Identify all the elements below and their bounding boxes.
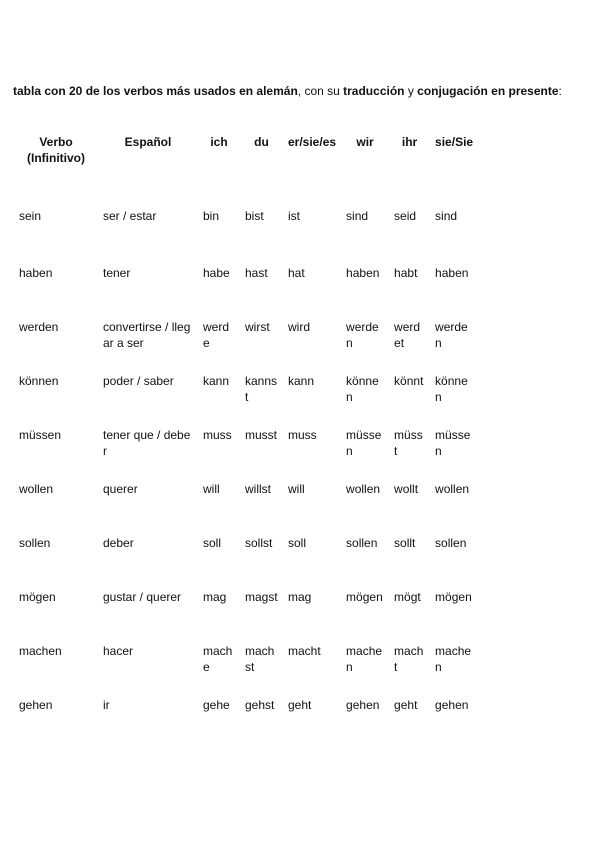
table-cell: tener que / deber bbox=[103, 428, 191, 458]
verbs-table bbox=[13, 125, 477, 746]
table-cell: macht bbox=[288, 644, 321, 658]
table-cell: werde bbox=[203, 320, 230, 350]
table-row bbox=[13, 190, 477, 260]
table-row bbox=[13, 638, 477, 692]
table-cell: will bbox=[203, 482, 220, 496]
table-cell: wollen bbox=[346, 482, 381, 496]
intro-text bbox=[13, 84, 593, 98]
table-row bbox=[13, 584, 477, 638]
table-cell: werden bbox=[435, 320, 468, 350]
table-cell: sollen bbox=[346, 536, 378, 550]
table-cell: habt bbox=[394, 266, 418, 280]
table-cell: querer bbox=[103, 482, 138, 496]
table-row bbox=[13, 368, 477, 422]
table-cell: kann bbox=[288, 374, 315, 388]
table-cell: mögt bbox=[394, 590, 421, 604]
table-cell: werden bbox=[346, 320, 379, 350]
table-cell: soll bbox=[288, 536, 307, 550]
table-cell: gehst bbox=[245, 698, 275, 712]
table-cell: können bbox=[435, 374, 468, 404]
header-er-sie-es: er/sie/es bbox=[288, 135, 337, 149]
header-row bbox=[13, 125, 477, 190]
table-cell: musst bbox=[245, 428, 278, 442]
table-cell: tener bbox=[103, 266, 131, 280]
table-cell: ir bbox=[103, 698, 110, 712]
table-cell: müssen bbox=[19, 428, 62, 442]
table-cell: mag bbox=[288, 590, 312, 604]
table-cell: kann bbox=[203, 374, 230, 388]
table-cell: ist bbox=[288, 209, 300, 223]
table-cell: seid bbox=[394, 209, 417, 223]
table-cell: muss bbox=[288, 428, 317, 442]
table-cell: geht bbox=[394, 698, 418, 712]
table-cell: machst bbox=[245, 644, 275, 674]
table-cell: werden bbox=[19, 320, 59, 334]
header-sie-Sie: sie/Sie bbox=[435, 135, 474, 149]
table-cell: sollen bbox=[435, 536, 467, 550]
table-cell: sollt bbox=[394, 536, 416, 550]
table-cell: müsst bbox=[394, 428, 423, 458]
table-row bbox=[13, 530, 477, 584]
table-cell: gehen bbox=[19, 698, 53, 712]
table-cell: wollen bbox=[19, 482, 54, 496]
table-cell: mache bbox=[203, 644, 233, 674]
table-row bbox=[13, 314, 477, 368]
table-cell: sollst bbox=[245, 536, 273, 550]
table-cell: können bbox=[19, 374, 59, 388]
table-cell: kannst bbox=[245, 374, 278, 404]
header-spanish: Español bbox=[124, 135, 172, 149]
table-cell: deber bbox=[103, 536, 134, 550]
table-cell: werdet bbox=[394, 320, 421, 350]
table-cell: gehe bbox=[203, 698, 230, 712]
table-cell: willst bbox=[245, 482, 271, 496]
table-cell: magst bbox=[245, 590, 278, 604]
table-row bbox=[13, 260, 477, 314]
table-cell: hacer bbox=[103, 644, 134, 658]
table-cell: wollt bbox=[394, 482, 419, 496]
intro-part-1: tabla con 20 de los verbos más usados en alemán bbox=[13, 84, 298, 98]
table-cell: muss bbox=[203, 428, 232, 442]
header-infinitive: Verbo (Infinitivo) bbox=[27, 135, 85, 165]
table-cell: könnt bbox=[394, 374, 424, 388]
table-cell: convertirse / llegar a ser bbox=[103, 320, 191, 350]
intro-part-3: traducción bbox=[343, 84, 405, 98]
table-cell: hat bbox=[288, 266, 305, 280]
table-cell: sind bbox=[435, 209, 458, 223]
table-cell: mag bbox=[203, 590, 227, 604]
table-cell: gustar / querer bbox=[103, 590, 182, 604]
table-cell: haben bbox=[19, 266, 53, 280]
table-cell: sein bbox=[19, 209, 42, 223]
table-cell: bin bbox=[203, 209, 220, 223]
table-cell: müssen bbox=[435, 428, 471, 458]
table-cell: poder / saber bbox=[103, 374, 174, 388]
intro-part-2: , con su bbox=[297, 84, 344, 98]
table-cell: hast bbox=[245, 266, 268, 280]
table-cell: mögen bbox=[19, 590, 56, 604]
table-cell: müssen bbox=[346, 428, 382, 458]
table-cell: haben bbox=[346, 266, 380, 280]
table-row bbox=[13, 422, 477, 476]
table-cell: bist bbox=[245, 209, 264, 223]
table-cell: wollen bbox=[435, 482, 470, 496]
table-cell: habe bbox=[203, 266, 230, 280]
table-cell: soll bbox=[203, 536, 222, 550]
intro-part-6: : bbox=[558, 84, 562, 98]
intro-part-5: conjugación en presente bbox=[417, 84, 559, 98]
header-ihr: ihr bbox=[401, 135, 418, 149]
intro-part-4: y bbox=[404, 84, 418, 98]
table-cell: wirst bbox=[245, 320, 270, 334]
table-cell: gehen bbox=[435, 698, 469, 712]
table-cell: mögen bbox=[435, 590, 472, 604]
table-cell: mögen bbox=[346, 590, 383, 604]
table-cell: machen bbox=[19, 644, 62, 658]
table-cell: gehen bbox=[346, 698, 380, 712]
table-cell: machen bbox=[435, 644, 472, 674]
table-cell: sind bbox=[346, 209, 369, 223]
table-cell: wird bbox=[288, 320, 311, 334]
table-cell: sollen bbox=[19, 536, 51, 550]
table-row bbox=[13, 476, 477, 530]
table-cell: geht bbox=[288, 698, 312, 712]
table-cell: macht bbox=[394, 644, 424, 674]
header-wir: wir bbox=[356, 135, 374, 149]
table-cell: haben bbox=[435, 266, 469, 280]
header-ich: ich bbox=[210, 135, 228, 149]
header-du: du bbox=[254, 135, 269, 149]
table-cell: machen bbox=[346, 644, 383, 674]
table-cell: können bbox=[346, 374, 379, 404]
table-cell: will bbox=[288, 482, 305, 496]
table-cell: ser / estar bbox=[103, 209, 157, 223]
table-row bbox=[13, 692, 477, 746]
